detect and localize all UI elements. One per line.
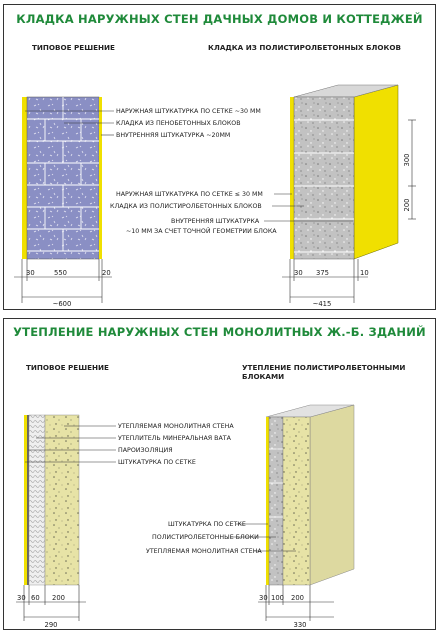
outer-plaster-layer <box>22 97 27 259</box>
callout-mineral-wool: УТЕПЛИТЕЛЬ МИНЕРАЛЬНАЯ ВАТА <box>118 435 231 442</box>
dim-left-total: ~600 <box>52 300 72 308</box>
masonry-diagram <box>4 5 437 311</box>
callout-inner-plaster-note: ~10 ММ ЗА СЧЕТ ТОЧНОЙ ГЕОМЕТРИИ БЛОКА <box>126 228 277 235</box>
callout-plaster: ШТУКАТУРКА ПО СЕТКЕ <box>118 459 196 466</box>
typical-insulation-section <box>24 415 79 585</box>
polystyrene-block-layer <box>269 417 283 585</box>
mineral-wool-layer <box>29 415 45 585</box>
callout-polystyrene-blocks: ПОЛИСТИРОЛБЕТОННЫЕ БЛОКИ <box>152 534 259 541</box>
dim-right-total: 330 <box>293 621 307 629</box>
right-heading: УТЕПЛЕНИЕ ПОЛИСТИРОЛБЕТОННЫМИ БЛОКАМИ <box>242 363 406 381</box>
dim-right-100: 100 <box>271 594 284 602</box>
dim-height-200: 200 <box>403 198 411 212</box>
callout-outer-plaster-2: НАРУЖНАЯ ШТУКАТУРКА ПО СЕТКЕ ≤ 30 ММ <box>116 191 263 198</box>
plaster-layer <box>266 417 269 585</box>
inner-plaster-layer <box>99 97 102 259</box>
dim-left-200: 200 <box>52 594 65 602</box>
panel-masonry <box>3 4 436 310</box>
dim-right-30: 30 <box>294 269 303 277</box>
left-heading: ТИПОВОЕ РЕШЕНИЕ <box>32 43 115 52</box>
dim-right-375: 375 <box>316 269 329 277</box>
left-heading: ТИПОВОЕ РЕШЕНИЕ <box>26 363 109 372</box>
wall-side-face <box>310 405 354 585</box>
callout-plaster-2: ШТУКАТУРКА ПО СЕТКЕ <box>168 521 246 528</box>
callout-polystyrene-blocks: КЛАДКА ИЗ ПОЛИСТИРОЛБЕТОННЫХ БЛОКОВ <box>110 203 262 210</box>
outer-plaster-layer <box>290 97 294 259</box>
dim-right-30: 30 <box>259 594 268 602</box>
callout-monolithic-wall: УТЕПЛЯЕМАЯ МОНОЛИТНАЯ СТЕНА <box>118 423 234 430</box>
panel-title: УТЕПЛЕНИЕ НАРУЖНЫХ СТЕН МОНОЛИТНЫХ Ж.-Б. ЗДАНИЙ <box>13 325 426 339</box>
callout-monolithic-wall-2: УТЕПЛЯЕМАЯ МОНОЛИТНАЯ СТЕНА <box>146 548 262 555</box>
dim-right-200: 200 <box>291 594 304 602</box>
callout-foam-blocks: КЛАДКА ИЗ ПЕНОБЕТОННЫХ БЛОКОВ <box>116 120 241 127</box>
panel-title: КЛАДКА НАРУЖНЫХ СТЕН ДАЧНЫХ ДОМОВ И КОТТЕДЖЕЙ <box>16 12 423 26</box>
plaster-layer <box>24 415 27 585</box>
callout-inner-plaster-2: ВНУТРЕННЯЯ ШТУКАТУРКА <box>171 218 260 225</box>
polystyrene-concrete-wall-3d <box>290 85 398 259</box>
monolithic-wall-layer <box>45 415 79 585</box>
dim-left-30: 30 <box>17 594 26 602</box>
wall-side-face <box>354 85 398 259</box>
dim-right-10: 10 <box>360 269 369 277</box>
dim-height-300: 300 <box>403 153 411 167</box>
dim-left-30: 30 <box>26 269 35 277</box>
right-heading: КЛАДКА ИЗ ПОЛИСТИРОЛБЕТОННЫХ БЛОКОВ <box>208 43 401 52</box>
dim-left-550: 550 <box>54 269 67 277</box>
panel-insulation <box>3 318 436 630</box>
callout-inner-plaster: ВНУТРЕННЯЯ ШТУКАТУРКА ~20ММ <box>116 132 231 139</box>
dim-right-total: ~415 <box>312 300 332 308</box>
callout-vapor-barrier: ПАРОИЗОЛЯЦИЯ <box>118 447 173 454</box>
monolithic-wall-layer <box>283 417 310 585</box>
dim-left-20: 20 <box>102 269 111 277</box>
insulation-diagram <box>4 319 437 631</box>
callout-outer-plaster: НАРУЖНАЯ ШТУКАТУРКА ПО СЕТКЕ ~30 ММ <box>116 108 261 115</box>
typical-wall-section <box>22 97 102 259</box>
vapor-barrier-layer <box>27 415 29 585</box>
dim-left-total: 290 <box>44 621 58 629</box>
polystyrene-concrete-blocks <box>294 97 354 259</box>
dim-left-60: 60 <box>31 594 40 602</box>
polystyrene-insulation-3d <box>266 405 354 585</box>
